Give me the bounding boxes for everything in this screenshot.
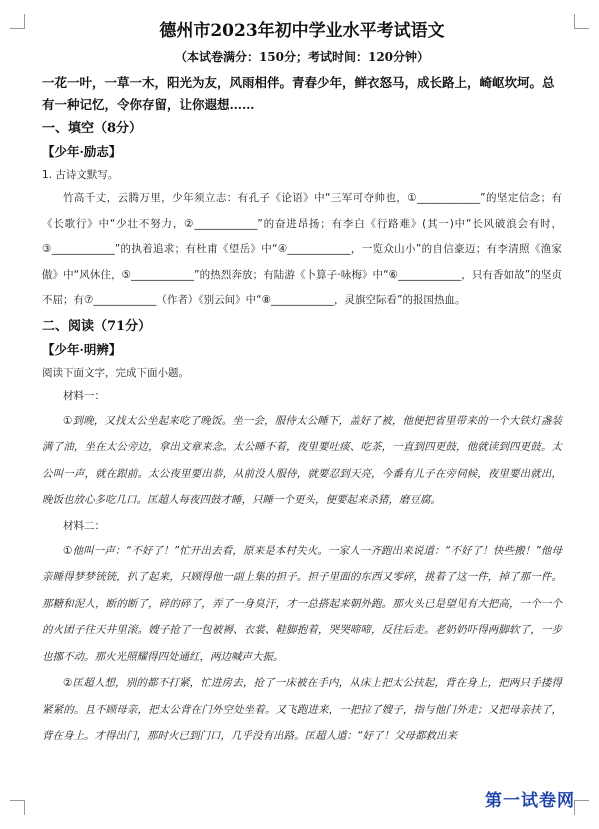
section1-tag: 【少年·励志】 bbox=[42, 144, 122, 159]
crop-mark-top-right bbox=[574, 14, 589, 29]
document-page bbox=[42, 18, 562, 750]
section1-heading: 一、填空（8分） bbox=[42, 121, 143, 136]
exam-intro: 一花一叶，一草一木，阳光为友，风雨相伴。青春少年，鲜衣怒马，成长路上，崎岖坎坷。总有一种记忆，令你存留，让你遐想…… bbox=[42, 75, 555, 112]
watermark-logo: 第一试卷网 bbox=[485, 791, 575, 811]
crop-mark-bottom-right bbox=[574, 800, 589, 815]
question-1-label: 1. 古诗文默写。 bbox=[42, 169, 119, 181]
reading-instruction: 阅读下面文字，完成下面小题。 bbox=[42, 366, 189, 379]
crop-mark-bottom-left bbox=[10, 800, 25, 815]
crop-mark-top-left bbox=[10, 14, 25, 29]
question-1-body: 竹高千丈，云腾万里，少年须立志：有孔子《论语》中“三军可夺帅也，①____________”的坚定信念；有《长歌行》中“少壮不努力，②____________”的奋进昂扬；有李白《行路难》(其一)中“长风破浪会有时，③____________”的执着追求；有杜甫《望岳》中“④____________，一览众山小”的自信豪迈；有李清照《渔家傲》中“风休住，⑤____________”的热烈奔放；有陆游《卜算子·咏梅》中“⑥____________，只有香如故”的坚贞不屈；有⑦____________（作者）《别云间》中“⑧____________，灵旗空际看”的报国热血。 bbox=[42, 192, 562, 306]
material2-paragraph-1: ①他叫一声：“不好了！”忙开出去看，原来是本村失火。一家人一齐跑出来说道：“不好了！快些搬！”他母亲睡得梦梦铳铳，扒了起来，只顾得他一副上集的担子。担子里面的东西又零碎，挑着了这一件，掉了那一件。那糖和泥人，断的断了，碎的碎了，弄了一身臭汗，才一总搭起来朝外跑。那火头已是望见有大把高，一个一个的火团子往天井里滚。嫂子抢了一包被褥、衣裳、鞋脚抱着，哭哭啼啼，反往后走。老奶奶吓得两脚软了，一步也挪不动。那火光照耀得四处通红，两边喊声大振。 bbox=[42, 544, 562, 663]
material2-paragraph-2: ②匡超人想，别的都不打紧，忙进房去，抢了一床被在手内，从床上把太公扶起，背在身上，把两只手搂得紧紧的。且不顾母亲，把太公背在门外空处坐着。又飞跑进来，一把拉了嫂子，指与他门外走；又把母亲扶了，背在身上。才得出门，那时火已到门口，几乎没有出路。匡超人道：“好了！父母都救出来 bbox=[42, 677, 562, 742]
section2-tag: 【少年·明辨】 bbox=[42, 341, 122, 357]
exam-subtitle: （本试卷满分：150分；考试时间：120分钟） bbox=[174, 50, 430, 64]
exam-title: 德州市2023年初中学业水平考试语文 bbox=[159, 21, 445, 41]
section2-heading: 二、阅读（71分） bbox=[42, 318, 152, 334]
material1-label: 材料一： bbox=[63, 389, 105, 402]
material1-text: ①到晚，又找太公坐起来吃了晚饭。坐一会，服侍太公睡下，盖好了被，他便把省里带来的一个大铁灯盏装满了油，坐在太公旁边，拿出文章来念。太公睡不着，夜里要吐痰、吃茶，一直到四更鼓，他就读到四更鼓。太公叫一声，就在跟前。太公夜里要出恭，从前没人服侍，就要忍到天亮，今番有儿子在旁伺候，夜里要出就出，晚饭也放心多吃几口。匡超人每夜四鼓才睡，只睡一个更头，便要起来杀猪，磨豆腐。 bbox=[42, 414, 562, 506]
material2-label: 材料二： bbox=[63, 519, 105, 532]
